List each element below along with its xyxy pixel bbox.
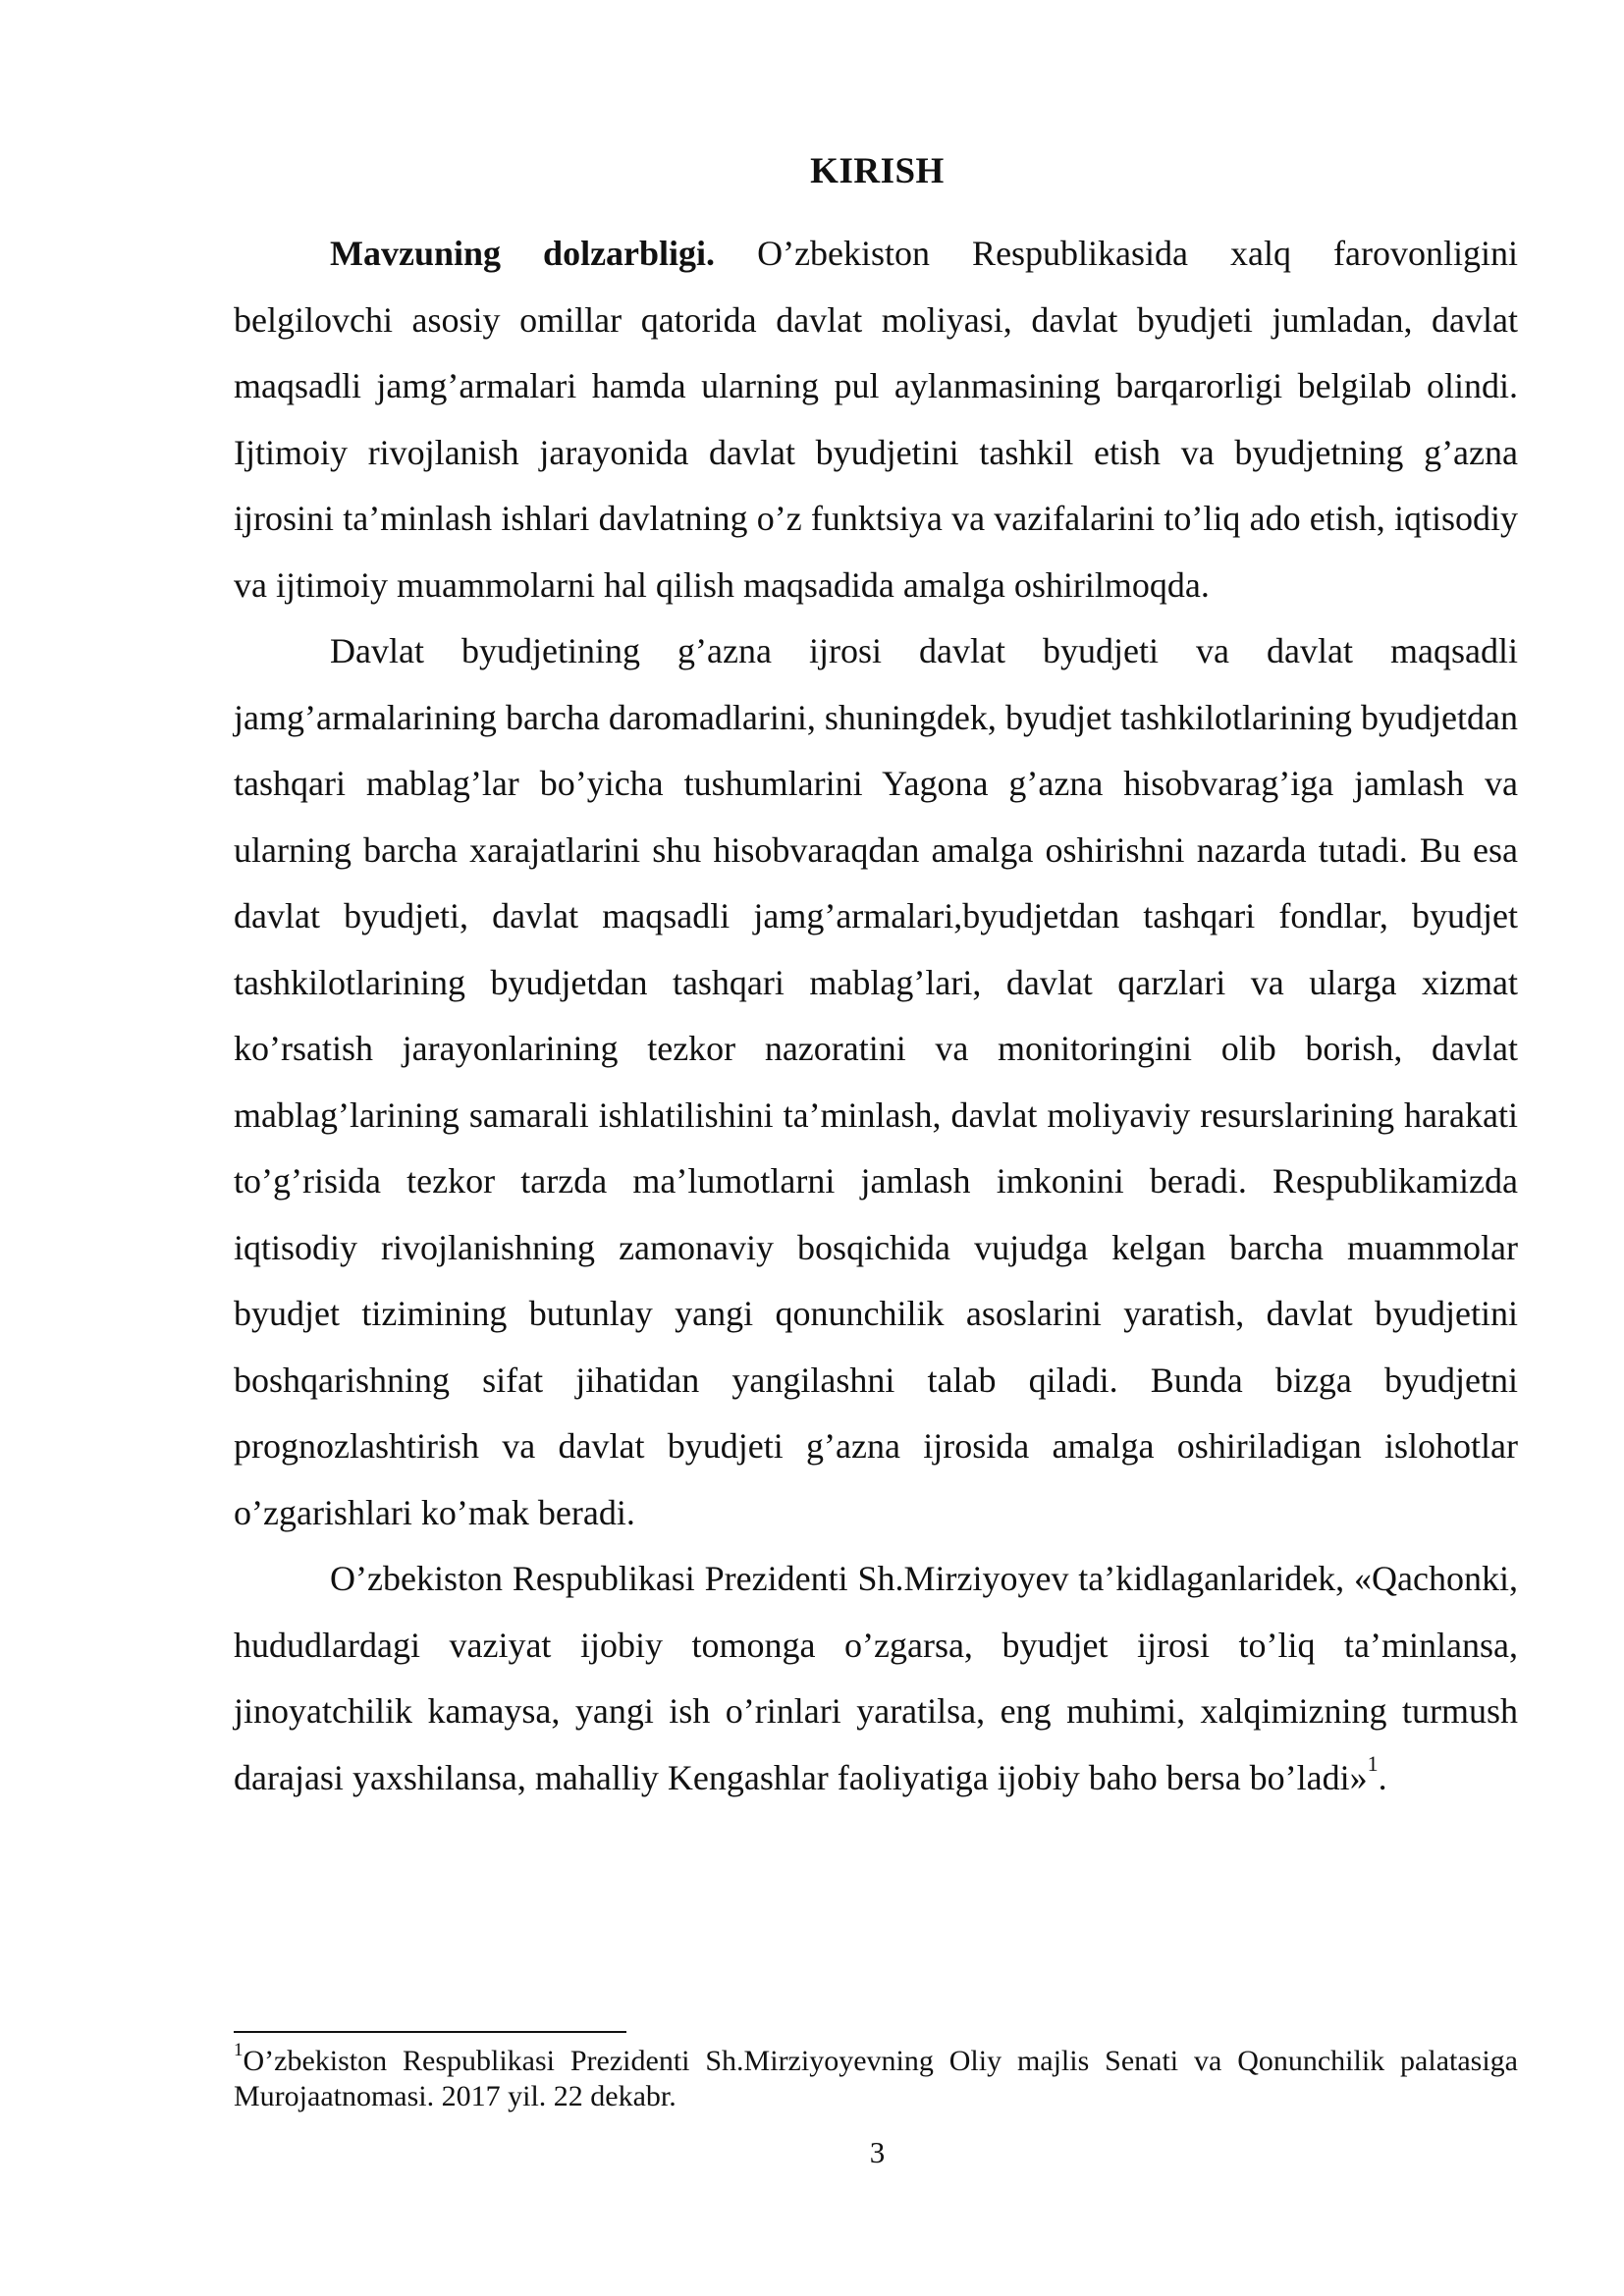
footnote-separator: [234, 2031, 626, 2033]
paragraph-text: Davlat byudjetining g’azna ijrosi davlat byudjeti va davlat maqsadli jamg’armalarining barcha daromadlarini, shuningdek, byudjet tashkilotlarining byudjetdan tashqari mablag’lar bo’yicha tushumlarini Yagona g’azna hisobvarag’iga jamlash va ularning barcha xarajatlarini shu hisobvaraqdan amalga oshirishni nazarda tutadi. Bu esa davlat byudjeti, davlat maqsadli jamg’armalari,byudjetdan tashqari fondlar, byudjet tashkilotlarining byudjetdan tashqari mablag’lari, davlat qarzlari va ularga xizmat ko’rsatish jarayonlarining tezkor nazoratini va monitoringini olib borish, davlat mablag’larining samarali ishlatilishini ta’minlash, davlat moliyaviy resurslarining harakati to’g’risida tezkor tarzda ma’lumotlarni jamlash imkonini beradi. Respublikamizda iqtisodiy rivojlanishning zamonaviy bosqichida vujudga kelgan barcha muammolar byudjet tizimining butunlay yangi qonunchilik asoslarini yaratish, davlat byudjetini boshqarishning sifat jihatidan yangilashni talab qiladi. Bunda bizga byudjetni prognozlashtirish va davlat byudjeti g’azna ijrosida amalga oshiriladigan islohotlar o’zgarishlari ko’mak beradi.: [234, 631, 1518, 1532]
footnote-marker: 1: [234, 2040, 244, 2060]
paragraph-trailing-punctuation: .: [1378, 1757, 1387, 1797]
page-number: 3: [869, 2135, 886, 2169]
paragraph-lead: Mavzuning dolzarbligi.: [330, 234, 716, 273]
paragraph-relevance: [234, 221, 1518, 618]
page-title: KIRISH: [810, 151, 945, 191]
paragraph-text: O’zbekiston Respublikasi Prezidenti Sh.Mirziyoyev ta’kidlaganlaridek, «Qachonki, hududlardagi vaziyat ijobiy tomonga o’zgarsa, byudjet ijrosi to’liq ta’minlansa, jinoyatchilik kamaysa, yangi ish o’rinlari yaratilsa, eng muhimi, xalqimizning turmush darajasi yaxshilansa, mahalliy Kengashlar faoliyatiga ijobiy baho bersa bo’ladi»: [234, 1559, 1518, 1797]
footnote: [234, 2040, 1518, 2114]
footnote-reference[interactable]: 1: [1367, 1750, 1379, 1776]
paragraph-text: O’zbekiston Respublikasida xalq farovonligini belgilovchi asosiy omillar qatorida davlat moliyasi, davlat byudjeti jumladan, davlat maqsadli jamg’armalari hamda ularning pul aylanmasining barqarorligi belgilab olindi. Ijtimoiy rivojlanish jarayonida davlat byudjetini tashkil etish va byudjetning g’azna ijrosini ta’minlash ishlari davlatning o’z funktsiya va vazifalarini to’liq ado etish, iqtisodiy va ijtimoiy muammolarni hal qilish maqsadida amalga oshirilmoqda.: [234, 234, 1519, 605]
footnote-text: O’zbekiston Respublikasi Prezidenti Sh.Mirziyoyevning Oliy majlis Senati va Qonunchilik palatasiga Murojaatnomasi. 2017 yil. 22 dekabr.: [234, 2045, 1518, 2112]
body-text: [234, 221, 1518, 1811]
paragraph-treasury-execution: [234, 618, 1518, 1546]
paragraph-president-quote: [234, 1546, 1518, 1811]
